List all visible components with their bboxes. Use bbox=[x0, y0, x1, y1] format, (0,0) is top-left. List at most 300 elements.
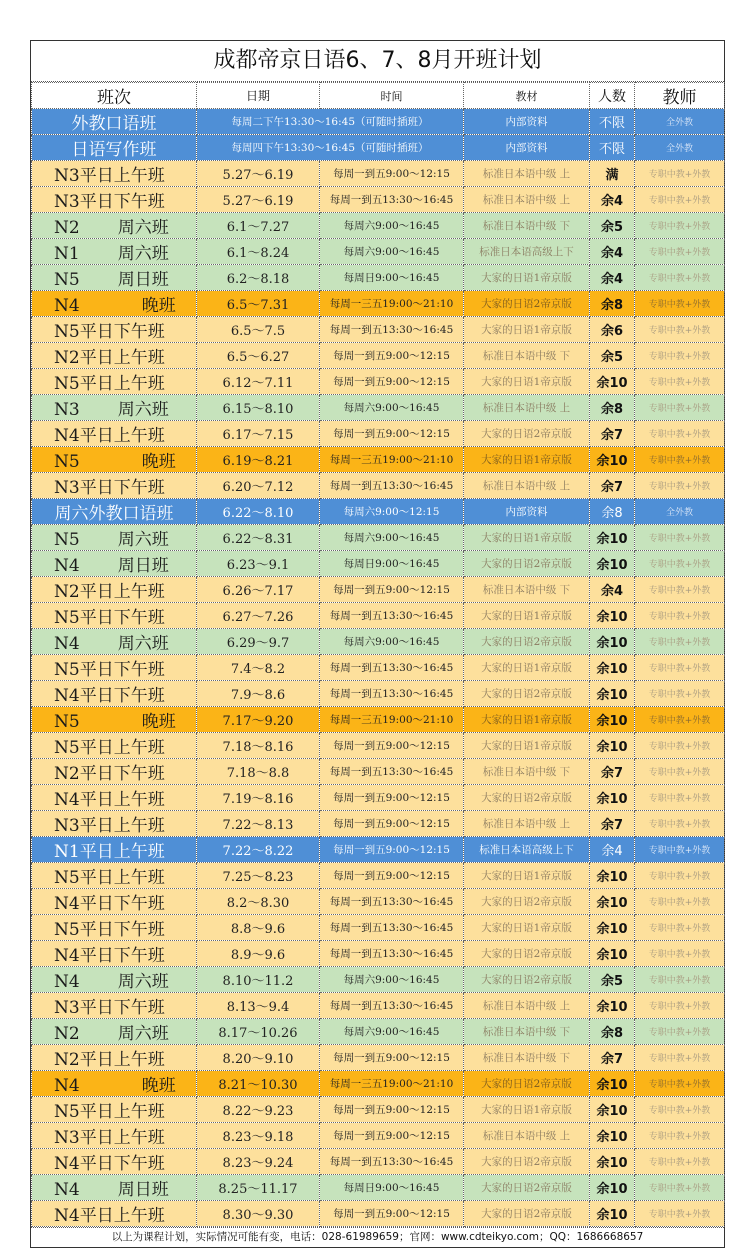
class-level: N4 bbox=[54, 946, 80, 966]
class-time: 每周一到五9:00～12:15 bbox=[320, 863, 464, 889]
table-row bbox=[32, 265, 725, 291]
class-teacher: 专职中教+外教 bbox=[635, 239, 725, 265]
class-count: 余4 bbox=[590, 837, 635, 863]
class-schedule: 每周二下午13:30～16:45（可随时插班） bbox=[197, 109, 464, 135]
class-book: 大家的日语2帝京版 bbox=[464, 421, 590, 447]
class-count: 余7 bbox=[590, 473, 635, 499]
class-teacher: 专职中教+外教 bbox=[635, 603, 725, 629]
class-teacher: 专职中教+外教 bbox=[635, 1201, 725, 1227]
table-row bbox=[32, 577, 725, 603]
class-type: 晚班 bbox=[141, 1076, 176, 1096]
class-type: 平日下午班 bbox=[79, 322, 165, 342]
class-date: 7.9～8.6 bbox=[197, 681, 320, 707]
table-row bbox=[32, 109, 725, 135]
table-row bbox=[32, 421, 725, 447]
table-row bbox=[32, 603, 725, 629]
class-book: 大家的日语2帝京版 bbox=[464, 889, 590, 915]
class-name bbox=[32, 759, 197, 785]
class-name bbox=[32, 343, 197, 369]
class-time: 每周一到五9:00～12:15 bbox=[320, 161, 464, 187]
class-teacher: 全外教 bbox=[635, 109, 725, 135]
class-book: 大家的日语1帝京版 bbox=[464, 707, 590, 733]
table-row bbox=[32, 239, 725, 265]
class-name bbox=[32, 733, 197, 759]
class-date: 6.27～7.26 bbox=[197, 603, 320, 629]
class-date: 6.2～8.18 bbox=[197, 265, 320, 291]
class-book: 标准日本语中级 下 bbox=[464, 343, 590, 369]
class-level: N3 bbox=[54, 478, 80, 498]
header-date: 日期 bbox=[197, 83, 320, 109]
class-teacher: 专职中教+外教 bbox=[635, 967, 725, 993]
class-book: 大家的日语1帝京版 bbox=[464, 1097, 590, 1123]
class-level: N5 bbox=[54, 1102, 80, 1122]
class-date: 7.25～8.23 bbox=[197, 863, 320, 889]
class-count: 余7 bbox=[590, 759, 635, 785]
class-date: 6.26～7.17 bbox=[197, 577, 320, 603]
class-count: 余8 bbox=[590, 395, 635, 421]
class-date: 8.8～9.6 bbox=[197, 915, 320, 941]
class-type: 平日下午班 bbox=[79, 1154, 165, 1174]
class-type: 平日上午班 bbox=[79, 868, 165, 888]
class-time: 每周一到五13:30～16:45 bbox=[320, 889, 464, 915]
class-name bbox=[32, 239, 197, 265]
class-time: 每周六9:00～16:45 bbox=[320, 213, 464, 239]
class-date: 8.22～9.23 bbox=[197, 1097, 320, 1123]
class-name bbox=[32, 811, 197, 837]
class-type: 平日上午班 bbox=[79, 348, 165, 368]
class-teacher: 专职中教+外教 bbox=[635, 1071, 725, 1097]
class-level: N4 bbox=[54, 790, 80, 810]
class-count: 余4 bbox=[590, 239, 635, 265]
class-level: N5 bbox=[54, 660, 80, 680]
class-teacher: 专职中教+外教 bbox=[635, 317, 725, 343]
table-row bbox=[32, 707, 725, 733]
table-row bbox=[32, 317, 725, 343]
class-date: 8.30～9.30 bbox=[197, 1201, 320, 1227]
class-count: 余5 bbox=[590, 343, 635, 369]
header-class: 班次 bbox=[32, 83, 197, 109]
class-type: 平日上午班 bbox=[79, 166, 165, 186]
table-row bbox=[32, 1123, 725, 1149]
class-level: N4 bbox=[54, 296, 80, 316]
class-teacher: 专职中教+外教 bbox=[635, 421, 725, 447]
class-time: 每周六9:00～16:45 bbox=[320, 1019, 464, 1045]
class-name bbox=[32, 1097, 197, 1123]
class-teacher: 专职中教+外教 bbox=[635, 629, 725, 655]
class-time: 每周六9:00～16:45 bbox=[320, 629, 464, 655]
class-type: 周六班 bbox=[117, 530, 169, 550]
class-time: 每周一到五9:00～12:15 bbox=[320, 1123, 464, 1149]
class-count: 余10 bbox=[590, 707, 635, 733]
class-level: N5 bbox=[54, 738, 80, 758]
class-name bbox=[32, 603, 197, 629]
class-time: 每周一到五13:30～16:45 bbox=[320, 603, 464, 629]
class-type: 平日下午班 bbox=[79, 764, 165, 784]
class-type: 平日上午班 bbox=[79, 374, 165, 394]
class-time: 每周一到五13:30～16:45 bbox=[320, 473, 464, 499]
table-row bbox=[32, 551, 725, 577]
class-date: 8.23～9.18 bbox=[197, 1123, 320, 1149]
table-row bbox=[32, 889, 725, 915]
class-time: 每周一到五13:30～16:45 bbox=[320, 655, 464, 681]
class-level: N1 bbox=[54, 244, 80, 264]
class-time: 每周六9:00～16:45 bbox=[320, 395, 464, 421]
class-book: 大家的日语1帝京版 bbox=[464, 915, 590, 941]
class-level: N5 bbox=[54, 920, 80, 940]
class-book: 大家的日语1帝京版 bbox=[464, 369, 590, 395]
class-name bbox=[32, 993, 197, 1019]
class-count: 余10 bbox=[590, 889, 635, 915]
class-book: 标准日本语中级 下 bbox=[464, 1045, 590, 1071]
class-teacher: 全外教 bbox=[635, 135, 725, 161]
class-name bbox=[32, 889, 197, 915]
class-type: 平日上午班 bbox=[79, 790, 165, 810]
class-level: N4 bbox=[54, 686, 80, 706]
class-count: 余7 bbox=[590, 421, 635, 447]
class-type: 平日上午班 bbox=[79, 1206, 165, 1226]
class-date: 8.9～9.6 bbox=[197, 941, 320, 967]
class-type: 平日下午班 bbox=[79, 192, 165, 212]
class-count: 余7 bbox=[590, 1045, 635, 1071]
class-time: 每周一到五13:30～16:45 bbox=[320, 915, 464, 941]
class-type: 周六班 bbox=[117, 400, 169, 420]
class-teacher: 专职中教+外教 bbox=[635, 369, 725, 395]
class-book: 大家的日语1帝京版 bbox=[464, 317, 590, 343]
table-row bbox=[32, 655, 725, 681]
class-name bbox=[32, 317, 197, 343]
class-type: 周六班 bbox=[117, 634, 169, 654]
class-level: N2 bbox=[54, 348, 80, 368]
class-time: 每周一到五9:00～12:15 bbox=[320, 369, 464, 395]
class-date: 6.1～8.24 bbox=[197, 239, 320, 265]
class-time: 每周一到五9:00～12:15 bbox=[320, 577, 464, 603]
table-row bbox=[32, 629, 725, 655]
schedule-body bbox=[32, 109, 725, 1227]
schedule-sheet bbox=[30, 40, 725, 1248]
class-name bbox=[32, 915, 197, 941]
class-book: 内部资料 bbox=[464, 109, 590, 135]
class-level: N1 bbox=[54, 842, 80, 862]
class-level: N5 bbox=[54, 452, 80, 472]
class-count: 余10 bbox=[590, 785, 635, 811]
table-row bbox=[32, 135, 725, 161]
class-teacher: 专职中教+外教 bbox=[635, 291, 725, 317]
header-book: 教材 bbox=[464, 83, 590, 109]
table-row bbox=[32, 1097, 725, 1123]
table-row bbox=[32, 525, 725, 551]
class-date: 7.22～8.13 bbox=[197, 811, 320, 837]
class-teacher: 专职中教+外教 bbox=[635, 1175, 725, 1201]
class-teacher: 专职中教+外教 bbox=[635, 889, 725, 915]
class-book: 标准日本语中级 上 bbox=[464, 161, 590, 187]
class-time: 每周日9:00～16:45 bbox=[320, 265, 464, 291]
class-name bbox=[32, 525, 197, 551]
table-row bbox=[32, 915, 725, 941]
class-name bbox=[32, 291, 197, 317]
class-name bbox=[32, 421, 197, 447]
table-row bbox=[32, 161, 725, 187]
class-date: 8.2～8.30 bbox=[197, 889, 320, 915]
class-level: N2 bbox=[54, 218, 80, 238]
class-count: 不限 bbox=[590, 135, 635, 161]
class-time: 每周一到五9:00～12:15 bbox=[320, 343, 464, 369]
class-time: 每周一到五9:00～12:15 bbox=[320, 1201, 464, 1227]
class-type: 平日下午班 bbox=[79, 946, 165, 966]
class-count: 余10 bbox=[590, 915, 635, 941]
class-time: 每周一到五13:30～16:45 bbox=[320, 759, 464, 785]
class-date: 6.5～6.27 bbox=[197, 343, 320, 369]
class-time: 每周日9:00～16:45 bbox=[320, 1175, 464, 1201]
class-name: 日语写作班 bbox=[32, 135, 197, 161]
class-time: 每周一三五19:00～21:10 bbox=[320, 1071, 464, 1097]
table-row bbox=[32, 499, 725, 525]
class-book: 大家的日语2帝京版 bbox=[464, 291, 590, 317]
class-time: 每周日9:00～16:45 bbox=[320, 551, 464, 577]
class-teacher: 专职中教+外教 bbox=[635, 915, 725, 941]
class-count: 余10 bbox=[590, 369, 635, 395]
class-count: 余10 bbox=[590, 1175, 635, 1201]
class-level: N4 bbox=[54, 1180, 80, 1200]
class-name bbox=[32, 785, 197, 811]
class-level: N3 bbox=[54, 998, 80, 1018]
class-teacher: 专职中教+外教 bbox=[635, 395, 725, 421]
class-name bbox=[32, 655, 197, 681]
class-type: 平日下午班 bbox=[79, 478, 165, 498]
class-book: 大家的日语2帝京版 bbox=[464, 785, 590, 811]
class-name bbox=[32, 1123, 197, 1149]
class-date: 6.19～8.21 bbox=[197, 447, 320, 473]
class-date: 5.27～6.19 bbox=[197, 161, 320, 187]
class-level: N2 bbox=[54, 1024, 80, 1044]
class-time: 每周一到五9:00～12:15 bbox=[320, 1045, 464, 1071]
class-teacher: 专职中教+外教 bbox=[635, 213, 725, 239]
class-count: 余10 bbox=[590, 603, 635, 629]
table-row bbox=[32, 785, 725, 811]
class-type: 平日上午班 bbox=[79, 582, 165, 602]
class-level: N2 bbox=[54, 582, 80, 602]
class-date: 8.10～11.2 bbox=[197, 967, 320, 993]
class-teacher: 专职中教+外教 bbox=[635, 759, 725, 785]
class-name bbox=[32, 1175, 197, 1201]
class-count: 余10 bbox=[590, 941, 635, 967]
class-date: 6.5～7.5 bbox=[197, 317, 320, 343]
class-type: 周六班 bbox=[117, 218, 169, 238]
class-level: N5 bbox=[54, 322, 80, 342]
class-book: 标准日本语中级 上 bbox=[464, 187, 590, 213]
table-row bbox=[32, 733, 725, 759]
class-name: 外教口语班 bbox=[32, 109, 197, 135]
table-row bbox=[32, 447, 725, 473]
class-teacher: 专职中教+外教 bbox=[635, 577, 725, 603]
class-date: 6.20～7.12 bbox=[197, 473, 320, 499]
class-name bbox=[32, 213, 197, 239]
class-type: 晚班 bbox=[141, 452, 176, 472]
class-date: 6.22～8.10 bbox=[197, 499, 320, 525]
class-level: N4 bbox=[54, 1076, 80, 1096]
class-book: 标准日本语中级 上 bbox=[464, 473, 590, 499]
class-book: 大家的日语1帝京版 bbox=[464, 525, 590, 551]
class-teacher: 专职中教+外教 bbox=[635, 161, 725, 187]
class-count: 余10 bbox=[590, 525, 635, 551]
class-book: 大家的日语2帝京版 bbox=[464, 1175, 590, 1201]
class-name bbox=[32, 863, 197, 889]
class-count: 余10 bbox=[590, 733, 635, 759]
class-level: N4 bbox=[54, 1206, 80, 1226]
class-teacher: 专职中教+外教 bbox=[635, 681, 725, 707]
class-type: 平日下午班 bbox=[79, 686, 165, 706]
class-name bbox=[32, 1019, 197, 1045]
table-row bbox=[32, 1201, 725, 1227]
class-time: 每周六9:00～16:45 bbox=[320, 525, 464, 551]
class-time: 每周一三五19:00～21:10 bbox=[320, 291, 464, 317]
class-name bbox=[32, 265, 197, 291]
class-level: N2 bbox=[54, 764, 80, 784]
table-row bbox=[32, 395, 725, 421]
class-teacher: 专职中教+外教 bbox=[635, 473, 725, 499]
class-book: 大家的日语2帝京版 bbox=[464, 629, 590, 655]
header-row bbox=[32, 83, 725, 109]
class-date: 6.5～7.31 bbox=[197, 291, 320, 317]
header-count: 人数 bbox=[590, 83, 635, 109]
class-level: N5 bbox=[54, 608, 80, 628]
class-book: 标准日本语中级 上 bbox=[464, 1123, 590, 1149]
class-time: 每周一到五13:30～16:45 bbox=[320, 317, 464, 343]
class-time: 每周一到五9:00～12:15 bbox=[320, 785, 464, 811]
class-name bbox=[32, 941, 197, 967]
class-count: 余4 bbox=[590, 187, 635, 213]
class-type: 周日班 bbox=[117, 270, 169, 290]
table-row bbox=[32, 681, 725, 707]
class-date: 8.17～10.26 bbox=[197, 1019, 320, 1045]
class-book: 标准日本语中级 下 bbox=[464, 577, 590, 603]
class-level: N4 bbox=[54, 634, 80, 654]
table-row bbox=[32, 369, 725, 395]
class-teacher: 专职中教+外教 bbox=[635, 811, 725, 837]
class-level: N3 bbox=[54, 400, 80, 420]
class-book: 大家的日语1帝京版 bbox=[464, 603, 590, 629]
class-date: 8.20～9.10 bbox=[197, 1045, 320, 1071]
class-time: 每周六9:00～16:45 bbox=[320, 967, 464, 993]
class-level: N3 bbox=[54, 816, 80, 836]
class-name bbox=[32, 967, 197, 993]
class-type: 平日上午班 bbox=[79, 1128, 165, 1148]
class-book: 大家的日语2帝京版 bbox=[464, 1071, 590, 1097]
class-teacher: 专职中教+外教 bbox=[635, 187, 725, 213]
class-count: 余8 bbox=[590, 291, 635, 317]
class-type: 平日上午班 bbox=[79, 426, 165, 446]
class-type: 平日下午班 bbox=[79, 920, 165, 940]
class-book: 大家的日语2帝京版 bbox=[464, 1149, 590, 1175]
class-count: 余10 bbox=[590, 993, 635, 1019]
class-time: 每周一到五13:30～16:45 bbox=[320, 681, 464, 707]
class-teacher: 专职中教+外教 bbox=[635, 1019, 725, 1045]
class-name bbox=[32, 447, 197, 473]
class-count: 余5 bbox=[590, 967, 635, 993]
class-name bbox=[32, 837, 197, 863]
class-teacher: 专职中教+外教 bbox=[635, 1149, 725, 1175]
class-teacher: 专职中教+外教 bbox=[635, 941, 725, 967]
class-teacher: 专职中教+外教 bbox=[635, 733, 725, 759]
class-time: 每周一到五13:30～16:45 bbox=[320, 187, 464, 213]
contact-footer: 以上为课程计划，实际情况可能有变，电话：028-61989659；官网：www.cdteikyo.com；QQ：1686668657 bbox=[31, 1227, 724, 1247]
table-row bbox=[32, 811, 725, 837]
class-count: 余10 bbox=[590, 1149, 635, 1175]
class-book: 标准日本语中级 上 bbox=[464, 395, 590, 421]
class-book: 内部资料 bbox=[464, 499, 590, 525]
class-book: 大家的日语2帝京版 bbox=[464, 681, 590, 707]
class-teacher: 专职中教+外教 bbox=[635, 1045, 725, 1071]
class-type: 平日上午班 bbox=[79, 816, 165, 836]
class-count: 余10 bbox=[590, 1097, 635, 1123]
class-book: 大家的日语1帝京版 bbox=[464, 655, 590, 681]
class-book: 大家的日语2帝京版 bbox=[464, 967, 590, 993]
table-row bbox=[32, 837, 725, 863]
class-teacher: 专职中教+外教 bbox=[635, 993, 725, 1019]
class-date: 6.22～8.31 bbox=[197, 525, 320, 551]
header-time: 时间 bbox=[320, 83, 464, 109]
class-level: N3 bbox=[54, 166, 80, 186]
class-count: 余10 bbox=[590, 655, 635, 681]
class-time: 每周一三五19:00～21:10 bbox=[320, 447, 464, 473]
class-teacher: 专职中教+外教 bbox=[635, 785, 725, 811]
class-count: 余5 bbox=[590, 213, 635, 239]
class-name bbox=[32, 187, 197, 213]
class-date: 7.19～8.16 bbox=[197, 785, 320, 811]
class-count: 余10 bbox=[590, 447, 635, 473]
class-count: 余10 bbox=[590, 1071, 635, 1097]
class-level: N5 bbox=[54, 712, 80, 732]
class-date: 6.29～9.7 bbox=[197, 629, 320, 655]
class-type: 晚班 bbox=[141, 712, 176, 732]
class-book: 大家的日语2帝京版 bbox=[464, 551, 590, 577]
class-date: 7.18～8.16 bbox=[197, 733, 320, 759]
class-type: 平日下午班 bbox=[79, 660, 165, 680]
class-count: 余8 bbox=[590, 499, 635, 525]
table-row bbox=[32, 1019, 725, 1045]
class-level: N4 bbox=[54, 426, 80, 446]
class-level: N5 bbox=[54, 868, 80, 888]
class-count: 余4 bbox=[590, 265, 635, 291]
class-count: 余4 bbox=[590, 577, 635, 603]
class-time: 每周六9:00～16:45 bbox=[320, 239, 464, 265]
class-book: 内部资料 bbox=[464, 135, 590, 161]
class-date: 7.17～9.20 bbox=[197, 707, 320, 733]
class-book: 大家的日语2帝京版 bbox=[464, 941, 590, 967]
class-count: 余10 bbox=[590, 1123, 635, 1149]
class-date: 6.23～9.1 bbox=[197, 551, 320, 577]
class-name bbox=[32, 1149, 197, 1175]
class-level: N4 bbox=[54, 1154, 80, 1174]
header-teacher: 教师 bbox=[635, 83, 725, 109]
class-level: N4 bbox=[54, 894, 80, 914]
class-count: 余10 bbox=[590, 1201, 635, 1227]
class-book: 标准日本语中级 下 bbox=[464, 213, 590, 239]
class-teacher: 专职中教+外教 bbox=[635, 1097, 725, 1123]
class-teacher: 专职中教+外教 bbox=[635, 1123, 725, 1149]
class-book: 大家的日语1帝京版 bbox=[464, 265, 590, 291]
class-book: 大家的日语1帝京版 bbox=[464, 863, 590, 889]
class-name: 周六外教口语班 bbox=[32, 499, 197, 525]
class-teacher: 专职中教+外教 bbox=[635, 447, 725, 473]
class-type: 平日下午班 bbox=[79, 894, 165, 914]
class-teacher: 专职中教+外教 bbox=[635, 525, 725, 551]
class-time: 每周六9:00～12:15 bbox=[320, 499, 464, 525]
class-date: 6.17～7.15 bbox=[197, 421, 320, 447]
class-book: 标准日本语中级 下 bbox=[464, 759, 590, 785]
class-teacher: 专职中教+外教 bbox=[635, 707, 725, 733]
class-book: 标准日本语中级 上 bbox=[464, 811, 590, 837]
class-type: 周六班 bbox=[117, 972, 169, 992]
